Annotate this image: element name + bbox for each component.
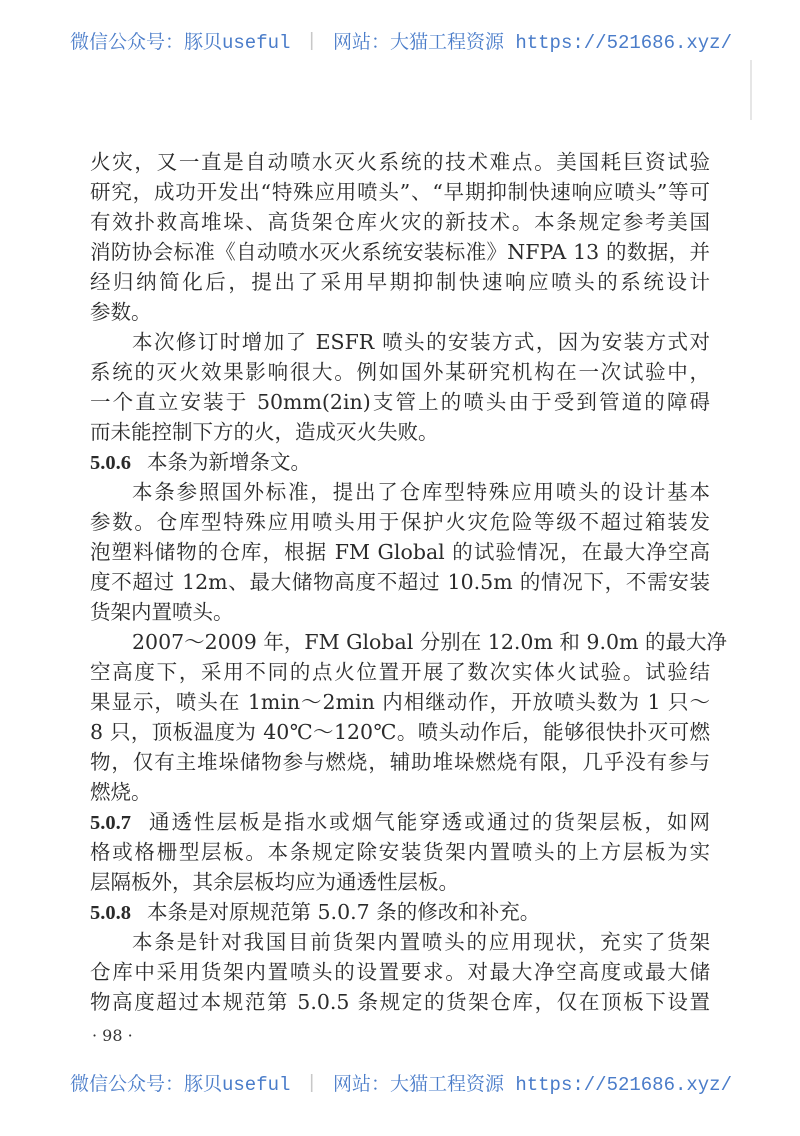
text-line: [90, 987, 710, 1017]
line-text: 本条参照国外标准，提出了仓库型特殊应用喷头的设计基本: [132, 480, 710, 504]
text-line: [90, 387, 710, 417]
text-line: [90, 657, 710, 687]
line-text: 而未能控制下方的火，造成灭火失败。: [90, 420, 439, 444]
watermark-header: [70, 27, 732, 54]
text-line: [90, 837, 710, 867]
line-text: 本条是针对我国目前货架内置喷头的应用现状，充实了货架: [132, 930, 710, 954]
text-line: [90, 147, 710, 177]
text-line: [90, 237, 710, 267]
text-line: [90, 177, 710, 207]
line-text: 本条是对原规范第 5.0.7 条的修改和补充。: [147, 900, 541, 924]
text-line: [90, 957, 710, 987]
line-text: 系统的灭火效果影响很大。例如国外某研究机构在一次试验中，: [90, 360, 710, 384]
line-text: 参数。仓库型特殊应用喷头用于保护火灾危险等级不超过箱装发: [90, 510, 710, 534]
watermark-separator: |: [305, 1071, 318, 1094]
text-line: [90, 507, 710, 537]
section-line: [90, 807, 710, 837]
text-line: [90, 477, 710, 507]
text-line: [90, 267, 710, 297]
text-line: [90, 567, 710, 597]
watermark-separator: |: [305, 29, 318, 52]
watermark-wechat: 微信公众号：豚贝useful: [70, 1074, 291, 1096]
line-text: 层隔板外，其余层板均应为通透性层板。: [90, 870, 459, 894]
section-number: 5.0.6: [90, 452, 131, 474]
line-text: 本条为新增条文。: [147, 450, 311, 474]
watermark-website: 网站：大猫工程资源 https://521686.xyz/: [332, 32, 732, 54]
line-text: 有效扑救高堆垛、高货架仓库火灾的新技术。本条规定参考美国: [90, 210, 710, 234]
watermark-footer: [70, 1069, 732, 1096]
page-number: · 98 ·: [92, 1026, 133, 1045]
line-text: 泡塑料储物的仓库，根据 FM Global 的试验情况，在最大净空高: [90, 540, 710, 564]
text-line: [90, 867, 710, 897]
line-text: 一个直立安装于 50mm(2in)支管上的喷头由于受到管道的障碍: [90, 390, 710, 414]
line-text: 燃烧。: [90, 780, 152, 804]
line-text: 消防协会标准《自动喷水灭火系统安装标准》NFPA 13 的数据，并: [90, 240, 710, 264]
line-text: 经归纳简化后，提出了采用早期抑制快速响应喷头的系统设计: [90, 270, 710, 294]
text-line: [90, 297, 710, 327]
line-text: 度不超过 12m、最大储物高度不超过 10.5m 的情况下，不需安装: [90, 570, 710, 594]
text-line: [90, 927, 710, 957]
text-line: [90, 357, 710, 387]
line-text: 本次修订时增加了 ESFR 喷头的安装方式，因为安装方式对: [132, 330, 710, 354]
line-text: 果显示，喷头在 1min～2min 内相继动作，开放喷头数为 1 只～: [90, 690, 710, 714]
line-text: 火灾，又一直是自动喷水灭火系统的技术难点。美国耗巨资试验: [90, 150, 710, 174]
section-line: [90, 447, 710, 477]
section-line: [90, 897, 710, 927]
line-text: 8 只，顶板温度为 40℃～120℃。喷头动作后，能够很快扑灭可燃: [90, 720, 710, 744]
line-text: 物，仅有主堆垛储物参与燃烧，辅助堆垛燃烧有限，几乎没有参与: [90, 750, 710, 774]
line-text: 2007～2009 年，FM Global 分别在 12.0m 和 9.0m 的最大净: [132, 630, 727, 654]
line-text: 货架内置喷头。: [90, 600, 234, 624]
line-text: 研究，成功开发出“特殊应用喷头”、“早期抑制快速响应喷头”等可: [90, 180, 710, 204]
section-number: 5.0.7: [90, 812, 131, 834]
text-line: [90, 687, 710, 717]
text-line: [90, 537, 710, 567]
text-line: [90, 207, 710, 237]
watermark-wechat: 微信公众号：豚贝useful: [70, 32, 291, 54]
section-number: 5.0.8: [90, 902, 131, 924]
line-text: 参数。: [90, 300, 152, 324]
text-line: [90, 627, 727, 657]
line-text: 通透性层板是指水或烟气能穿透或通过的货架层板，如网: [147, 810, 710, 834]
watermark-website: 网站：大猫工程资源 https://521686.xyz/: [332, 1074, 732, 1096]
document-body: [90, 147, 727, 1017]
line-text: 仓库中采用货架内置喷头的设置要求。对最大净空高度或最大储: [90, 960, 710, 984]
line-text: 格或格栅型层板。本条规定除安装货架内置喷头的上方层板为实: [90, 840, 710, 864]
text-line: [90, 777, 710, 807]
text-line: [90, 417, 710, 447]
text-line: [90, 747, 710, 777]
page-edge-shadow: [750, 60, 752, 120]
line-text: 空高度下，采用不同的点火位置开展了数次实体火试验。试验结: [90, 660, 710, 684]
text-line: [90, 327, 710, 357]
text-line: [90, 597, 710, 627]
text-line: [90, 717, 710, 747]
line-text: 物高度超过本规范第 5.0.5 条规定的货架仓库，仅在顶板下设置: [90, 990, 710, 1014]
